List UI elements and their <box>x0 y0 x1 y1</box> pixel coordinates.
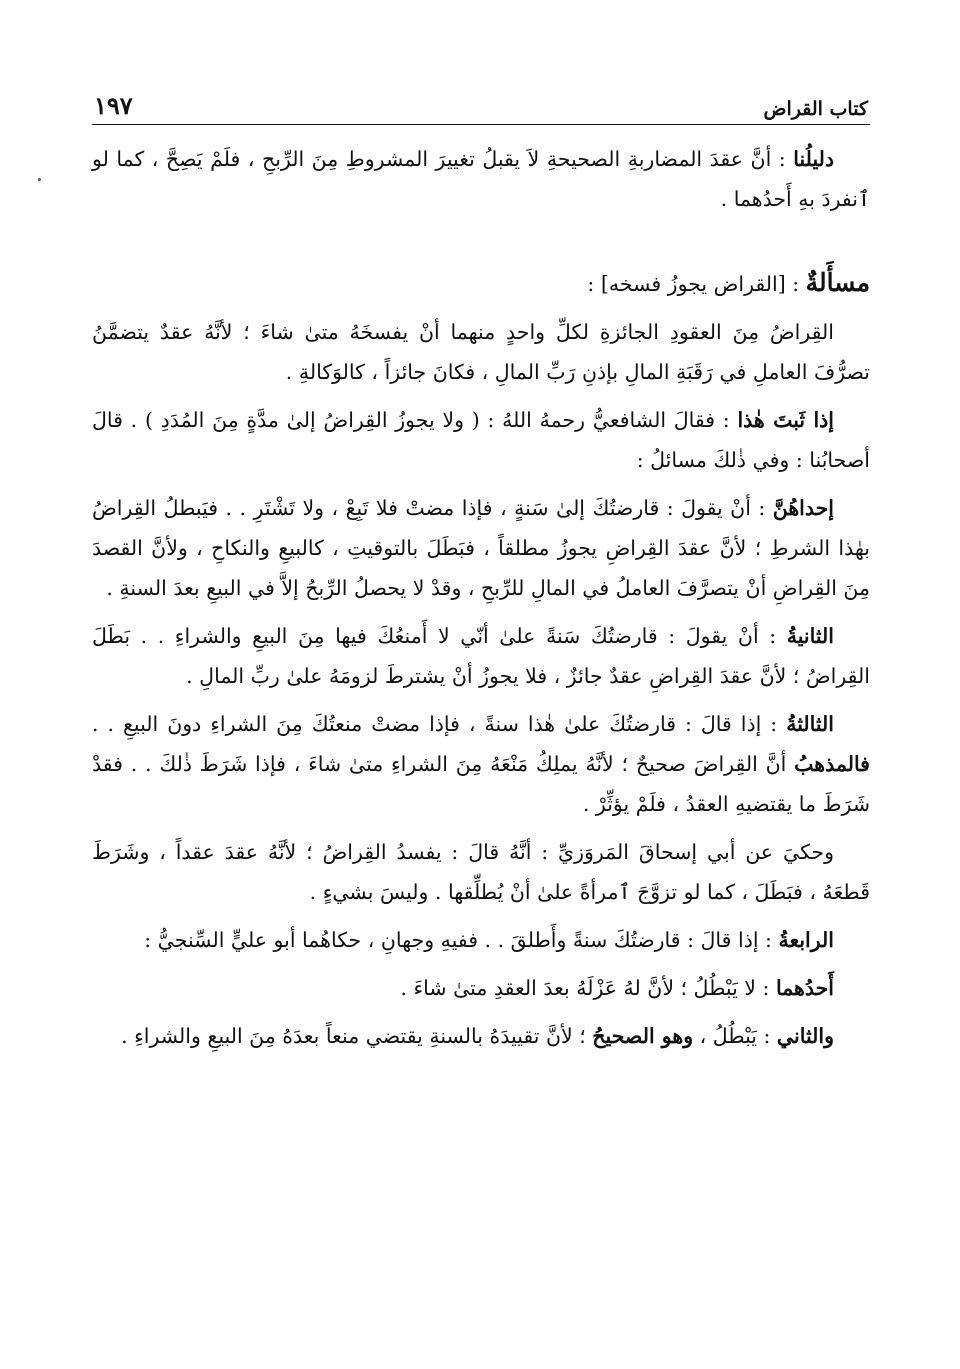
paragraph-evidence <box>92 139 870 219</box>
paragraph-second-view <box>92 1016 870 1056</box>
paragraph-text: : إذا قالَ : قارضتُكَ علىٰ هٰذا سنةً ، فإذا مضتْ منعتُكَ مِنَ الشراءِ دونَ البيعِ . . <box>92 712 787 736</box>
paragraph-third-case <box>92 704 870 824</box>
masala-label: مسأَلةٌ <box>805 268 870 297</box>
paragraph-text: : إذا قالَ : قارضتُكَ سنةً وأَطلقَ . . ففيهِ وجهانِ ، حكاهُما أبو عليٍّ السِّنجيُّ : <box>144 928 779 952</box>
masala-title: : [القراض يجوزُ فسخه] : <box>587 272 806 296</box>
paragraph-text: وحكيَ عن أبي إسحاقَ المَروَزيِّ : أنَّهُ قالَ : يفسدُ القِراضُ ؛ لأنَّهُ عقدَ عقداً ، وشَرَطَ قَطعَهُ ، فبَطَلَ ، كما لو تزوَّجَ ٱمرأةً علىٰ أنْ يُطلِّقها . وليسَ بشيءٍ . <box>92 840 870 904</box>
paragraph-text-secondary: أنَّ القِراضَ صحيحٌ ؛ لأنَّهُ يملِكُ مَنْعَهُ مِنَ الشراءِ متىٰ شاءَ ، فإذا شَرَطَ ذٰلكَ . . فقدْ شَرَطَ ما يقتضيهِ العقدُ ، فلَمْ يؤثِّرْ . <box>92 752 870 816</box>
masala-heading <box>92 263 870 304</box>
margin-speck <box>38 178 41 181</box>
page-body <box>92 125 870 1056</box>
paragraph-text: : أنْ يقولَ : قارضتُكَ إلىٰ سَنةٍ ، فإذا مضتْ فلا تَبِعْ ، ولا تَشْتَرِ . . فيَبطلُ القِراضُ بهٰذا الشرطِ ؛ لأنَّ عقدَ القِراضِ يجوزُ مطلقاً ، فبَطَلَ بالتوقيتِ ، كالبيعِ والنكاحِ ، ولأنَّ القصدَ مِنَ القِراضِ أنْ يتصرَّفَ العاملُ في المالِ للرِّبحِ ، وقدْ لا يحصلُ الرِّبحُ إلاَّ في البيعِ بعدَ السنةِ . <box>92 496 870 600</box>
paragraph-lead: والثاني <box>776 1024 834 1048</box>
paragraph-lead: الثانيةُ <box>786 624 834 648</box>
page-header <box>92 84 870 125</box>
paragraph-first-case <box>92 488 870 608</box>
book-page <box>92 84 870 1056</box>
paragraph-lead: الثالثةُ <box>786 712 834 736</box>
paragraph-qirad-definition <box>92 312 870 392</box>
paragraph-lead: إحداهُنَّ <box>772 496 834 520</box>
paragraph-text: : أنَّ عقدَ المضاربةِ الصحيحةِ لاَ يقبلُ تغييرَ المشروطِ مِنَ الرِّبحِ ، فلَمْ يَصِحَّ ، كما لو ٱنفردَ بهِ أَحدُهما . <box>92 147 870 211</box>
paragraph-marwazi-report <box>92 832 870 912</box>
paragraph-lead-secondary: فالمذهبُ <box>794 752 870 776</box>
page-number: ١٩٧ <box>94 91 133 120</box>
paragraph-text: : أنْ يقولَ : قارضتُكَ سَنةً علىٰ أنّي لا أَمنعُكَ فيها مِنَ البيعِ والشراءِ . . بَطَلَ القِراضُ ؛ لأنَّ عقدَ القِراضِ عقدٌ جائزٌ ، فلا يجوزُ أنْ يشترطَ لزومَهُ علىٰ ربِّ المالِ . <box>92 624 870 688</box>
paragraph-text: القِراضُ مِنَ العقودِ الجائزةِ لكلِّ واحدٍ منهما أنْ يفسخَهُ متىٰ شاءَ ؛ لأنَّهُ عقدٌ يتضمَّنُ تصرُّفَ العاملِ في رَقَبَةِ المالِ بإذنِ رَبِّ المالِ ، فكانَ جائزاً ، كالوَكالةِ . <box>92 320 870 384</box>
paragraph-text-secondary: ؛ لأنَّ تقييدَهُ بالسنةِ يقتضي منعاً بعدَهُ مِنَ البيعِ والشراءِ . <box>121 1024 593 1048</box>
paragraph-lead: أَحدُهما <box>775 976 834 1000</box>
paragraph-fourth-case <box>92 920 870 960</box>
paragraph-shafii-quote <box>92 400 870 480</box>
paragraph-text: : فقالَ الشافعيُّ رحمهُ اللهُ : ( ولا يجوزُ القِراضُ إلىٰ مدَّةٍ مِنَ المُدَدِ ) . قالَ أصحابُنا : وفي ذٰلكَ مسائلُ : <box>92 408 870 472</box>
paragraph-second-case <box>92 616 870 696</box>
running-head: كتاب القراض <box>763 98 868 120</box>
paragraph-text: : يَبْطُلُ ، <box>693 1024 777 1048</box>
paragraph-lead: الرابعةُ <box>778 928 834 952</box>
paragraph-lead: دليلُنا <box>793 147 834 171</box>
paragraph-lead: إذا ثَبتَ هٰذا <box>737 408 834 432</box>
paragraph-first-view <box>92 968 870 1008</box>
paragraph-lead-secondary: وهو الصحيحُ <box>592 1024 694 1048</box>
paragraph-text: : لا يَبْطُلُ ؛ لأنَّ لهُ عَزْلَهُ بعدَ العقدِ متىٰ شاءَ . <box>400 976 776 1000</box>
